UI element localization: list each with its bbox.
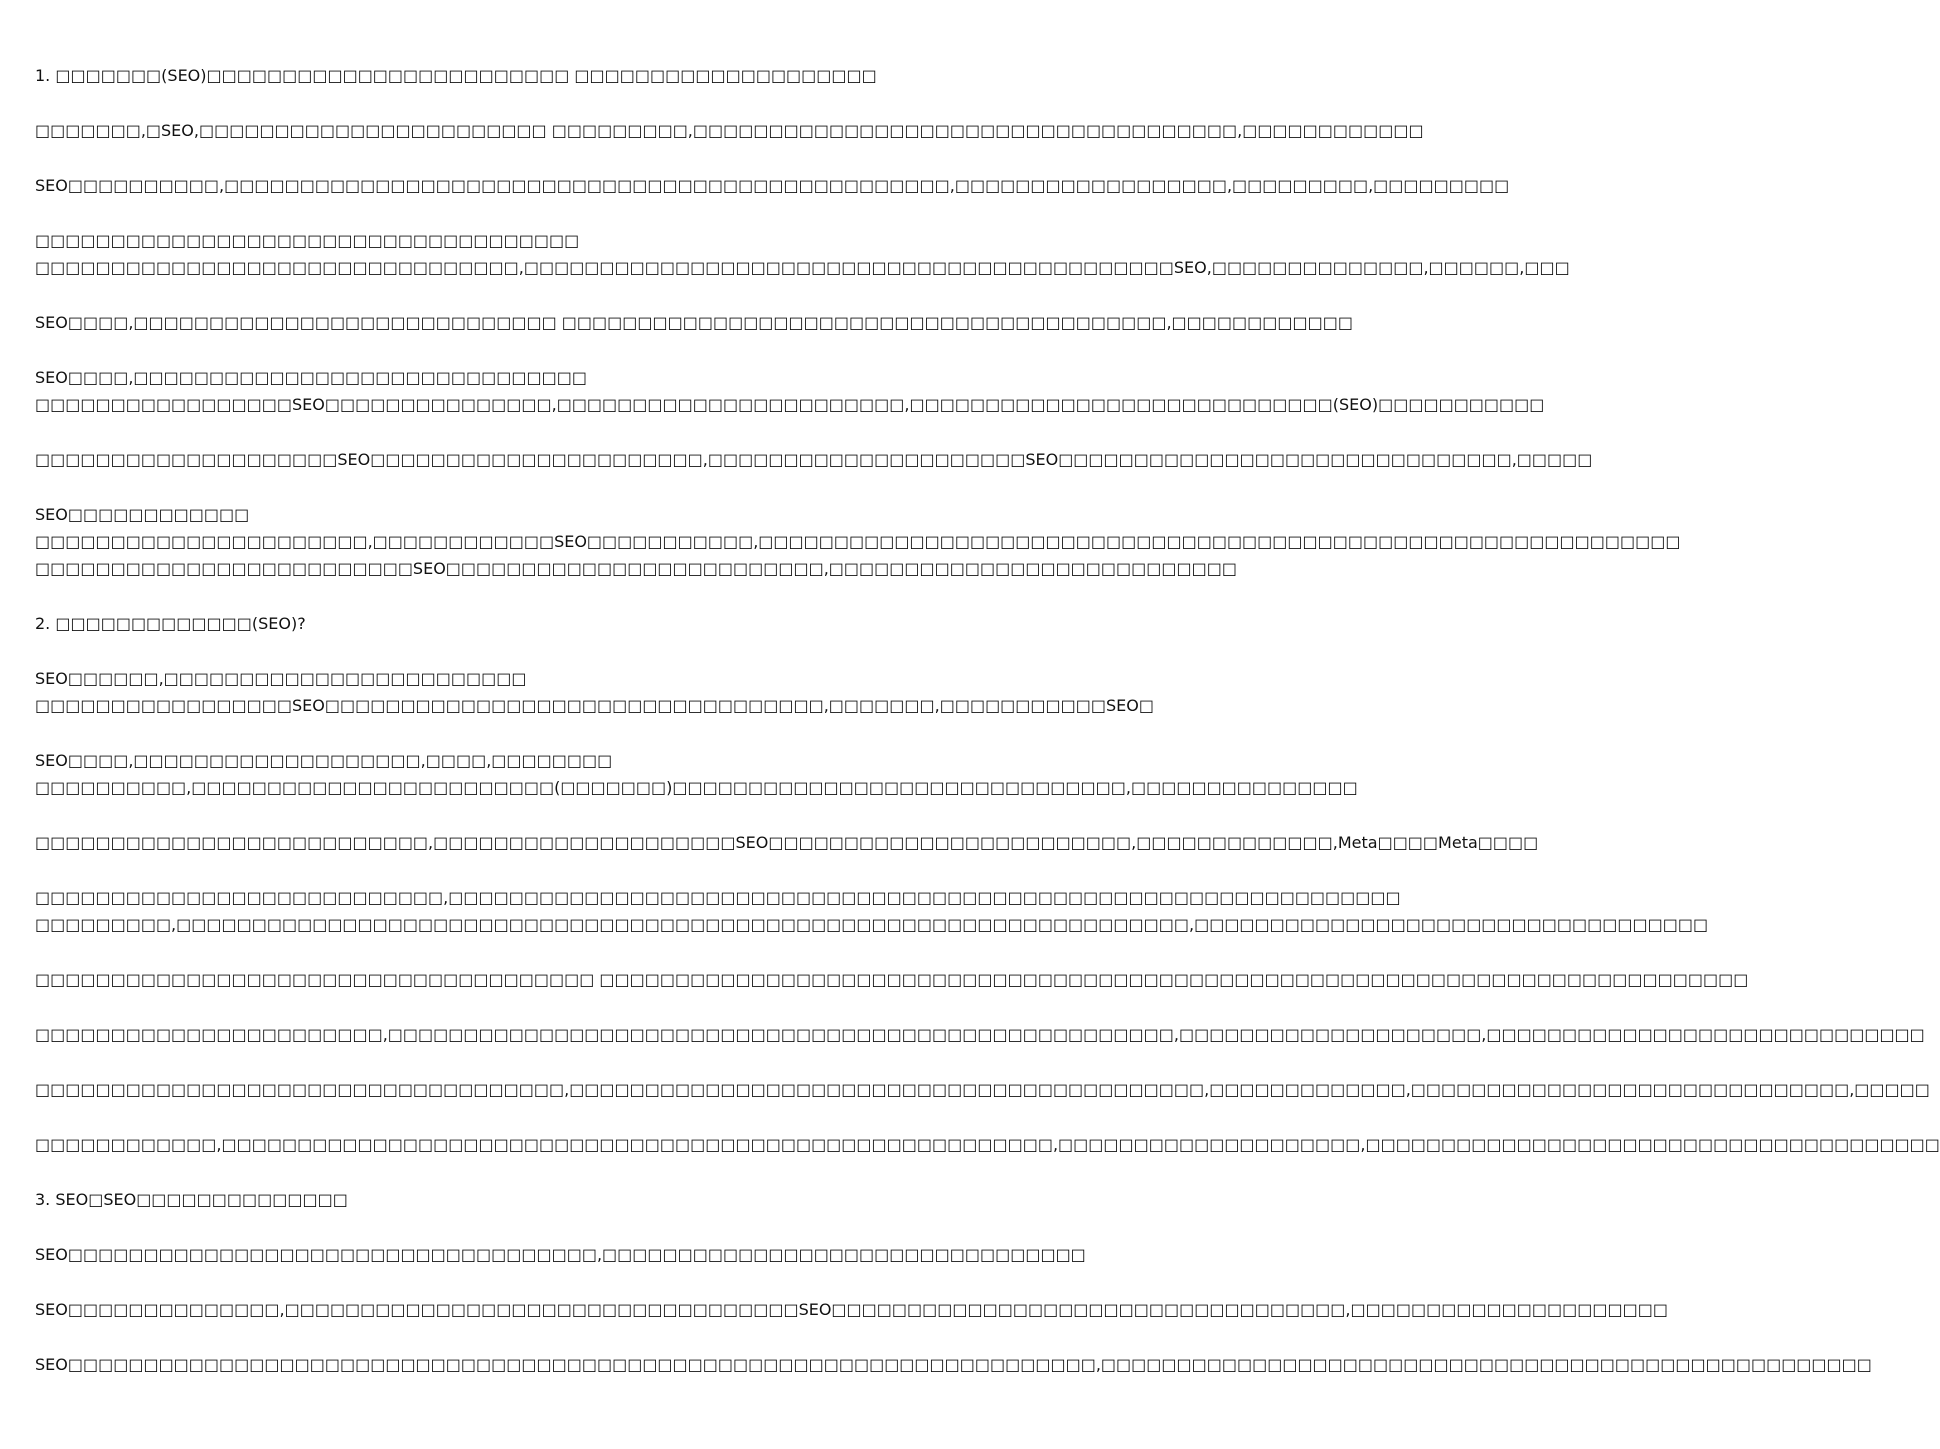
paragraph-3	[35, 172, 1510, 199]
text-line: □□□□□□□□□,□□□□□□□□□□□□□□□□□□□□□□□□□□□□□□□□□□□□□□□□□□□□□□□□□□□□□□□□□□□□□□□□□□□,□□□□□□□□□□□□□□□□□□□□□□□□□□□□□□□□□□	[35, 915, 1709, 934]
text-line: □□□□□□□□□□□□□□□□□□□□□□□□□□□□□□□□□□□□□ □□□□□□□□□□□□□□□□□□□□□□□□□□□□□□□□□□□□□□□□□□□□□□□□□□□□□□□□□□□□□□□□□□□□□□□□□□□□	[35, 970, 1749, 989]
text-line: SEO□□□□□□□□□□□□	[35, 505, 250, 524]
text-line: □□□□□□□□□□□□□□□□□□□□□□□,□□□□□□□□□□□□□□□□□□□□□□□□□□□□□□□□□□□□□□□□□□□□□□□□□□□□,□□□□□□□□□□□□□□□□□□□□,□□□□□□□□□□□□□□□□□□□□□□□□□□□□□	[35, 1025, 1925, 1044]
paragraph-6	[35, 364, 1545, 418]
paragraph-12	[35, 829, 1539, 856]
heading-line: 2. □□□□□□□□□□□□□(SEO)?	[35, 614, 306, 633]
text-line: SEO□□□□□□□□□□□□□□,□□□□□□□□□□□□□□□□□□□□□□□□□□□□□□□□□□SEO□□□□□□□□□□□□□□□□□□□□□□□□□□□□□□□□□□,□□□□□□□□□□□□□□□□□□□□□	[35, 1300, 1668, 1319]
text-line: □□□□□□□□□□□□□□□□□□□□□□□□□□□,□□□□□□□□□□□□□□□□□□□□□□□□□□□□□□□□□□□□□□□□□□□□□□□□□□□□□□□□□□□□□□□	[35, 888, 1401, 907]
text-line: SEO□□□□□□□□□□□□□□□□□□□□□□□□□□□□□□□□□□□□□□□□□□□□□□□□□□□□□□□□□□□□□□□□□□□□,□□□□□□□□□□□□□□□□□□□□□□□□□□□□□□□□□□□□□□□□□□□□□□□□□□□	[35, 1355, 1872, 1374]
text-line: SEO□□□□,□□□□□□□□□□□□□□□□□□□□□□□□□□□□ □□□□□□□□□□□□□□□□□□□□□□□□□□□□□□□□□□□□□□□□,□□□□□□□□□□□□	[35, 313, 1353, 332]
text-line: SEO□□□□,□□□□□□□□□□□□□□□□□□□,□□□□,□□□□□□□□	[35, 751, 613, 770]
paragraph-4	[35, 227, 1570, 281]
paragraph-5	[35, 309, 1353, 336]
paragraph-13	[35, 884, 1709, 938]
text-line: □□□□□□□□□□,□□□□□□□□□□□□□□□□□□□□□□□□(□□□□□□□)□□□□□□□□□□□□□□□□□□□□□□□□□□□□□□,□□□□□□□□□□□□□□□	[35, 778, 1358, 797]
paragraph-11	[35, 747, 1358, 801]
paragraph-14	[35, 966, 1749, 993]
paragraph-16	[35, 1076, 1930, 1103]
paragraph-7	[35, 446, 1593, 473]
text-line: □□□□□□□□□□□□□□□□□□□□□□□□□□□□□□□□□□□,□□□□□□□□□□□□□□□□□□□□□□□□□□□□□□□□□□□□□□□□□□,□□□□□□□□□□□□□,□□□□□□□□□□□□□□□□□□□□□□□□□□□□□,□□□□□	[35, 1080, 1930, 1099]
text-line: □□□□□□□□□□□□□□□□□□□□□□□□□SEO□□□□□□□□□□□□□□□□□□□□□□□□□,□□□□□□□□□□□□□□□□□□□□□□□□□□□	[35, 559, 1237, 578]
text-line: □□□□□□□□□□□□□□□□□□□□SEO□□□□□□□□□□□□□□□□□□□□□□,□□□□□□□□□□□□□□□□□□□□□SEO□□□□□□□□□□□□□□□□□□□□□□□□□□□□□□,□□□□□	[35, 450, 1593, 469]
paragraph-10	[35, 665, 1154, 719]
paragraph-8	[35, 501, 1681, 582]
text-line: □□□□□□□□□□□□□□□□□□□□□□□□□□□□□□□□,□□□□□□□□□□□□□□□□□□□□□□□□□□□□□□□□□□□□□□□□□□□SEO,□□□□□□□□□□□□□□,□□□□□□,□□□	[35, 258, 1570, 277]
text-line: SEO□□□□□□□□□□,□□□□□□□□□□□□□□□□□□□□□□□□□□□□□□□□□□□□□□□□□□□□□□□□,□□□□□□□□□□□□□□□□□□,□□□□□□□□□,□□□□□□□□□	[35, 176, 1510, 195]
paragraph-17	[35, 1131, 1940, 1158]
text-line: □□□□□□□□□□□□□□□□□□□□□□□□□□□□□□□□□□□□	[35, 231, 580, 250]
paragraph-2	[35, 117, 1424, 144]
text-line: SEO□□□□□□□□□□□□□□□□□□□□□□□□□□□□□□□□□□□,□□□□□□□□□□□□□□□□□□□□□□□□□□□□□□□□	[35, 1245, 1086, 1264]
text-line: SEO□□□□□□,□□□□□□□□□□□□□□□□□□□□□□□□	[35, 669, 527, 688]
paragraph-1	[35, 62, 990, 89]
paragraph-19	[35, 1241, 1086, 1268]
section-heading-3	[35, 1186, 990, 1213]
text-line: □□□□□□□□□□□□□□□□□□□□□□,□□□□□□□□□□□□SEO□□□□□□□□□□□,□□□□□□□□□□□□□□□□□□□□□□□□□□□□□□□□□□□□□□□□□□□□□□□□□□□□□□□□□□□□□	[35, 532, 1681, 551]
text-line: □□□□□□□□□□□□□□□□□SEO□□□□□□□□□□□□□□□,□□□□□□□□□□□□□□□□□□□□□□□,□□□□□□□□□□□□□□□□□□□□□□□□□□□□(SEO)□□□□□□□□□□□	[35, 395, 1545, 414]
text-line: □□□□□□□□□□□□□□□□□□□□□□□□□□,□□□□□□□□□□□□□□□□□□□□SEO□□□□□□□□□□□□□□□□□□□□□□□□,□□□□□□□□□□□□□,Meta□□□□Meta□□□□	[35, 833, 1539, 852]
paragraph-15	[35, 1021, 1925, 1048]
text-line: □□□□□□□,□SEO,□□□□□□□□□□□□□□□□□□□□□□□ □□□□□□□□□,□□□□□□□□□□□□□□□□□□□□□□□□□□□□□□□□□□□□,□□□□□□□□□□□□	[35, 121, 1424, 140]
text-line: SEO□□□□,□□□□□□□□□□□□□□□□□□□□□□□□□□□□□□	[35, 368, 587, 387]
section-heading-2	[35, 610, 990, 637]
text-line: □□□□□□□□□□□□□□□□□SEO□□□□□□□□□□□□□□□□□□□□□□□□□□□□□□□□□,□□□□□□□,□□□□□□□□□□□SEO□	[35, 696, 1154, 715]
paragraph-20	[35, 1296, 1668, 1323]
paragraph-21	[35, 1351, 1872, 1378]
text-line: □□□□□□□□□□□□,□□□□□□□□□□□□□□□□□□□□□□□□□□□□□□□□□□□□□□□□□□□□□□□□□□□□□□□,□□□□□□□□□□□□□□□□□□□□,□□□□□□□□□□□□□□□□□□□□□□□□□□□□□□□□□□□□□□	[35, 1135, 1940, 1154]
text-line: 1. □□□□□□□(SEO)□□□□□□□□□□□□□□□□□□□□□□□□ □□□□□□□□□□□□□□□□□□□□	[35, 66, 877, 85]
document-body	[35, 62, 1940, 1406]
heading-line: 3. SEO□SEO□□□□□□□□□□□□□□	[35, 1190, 348, 1209]
